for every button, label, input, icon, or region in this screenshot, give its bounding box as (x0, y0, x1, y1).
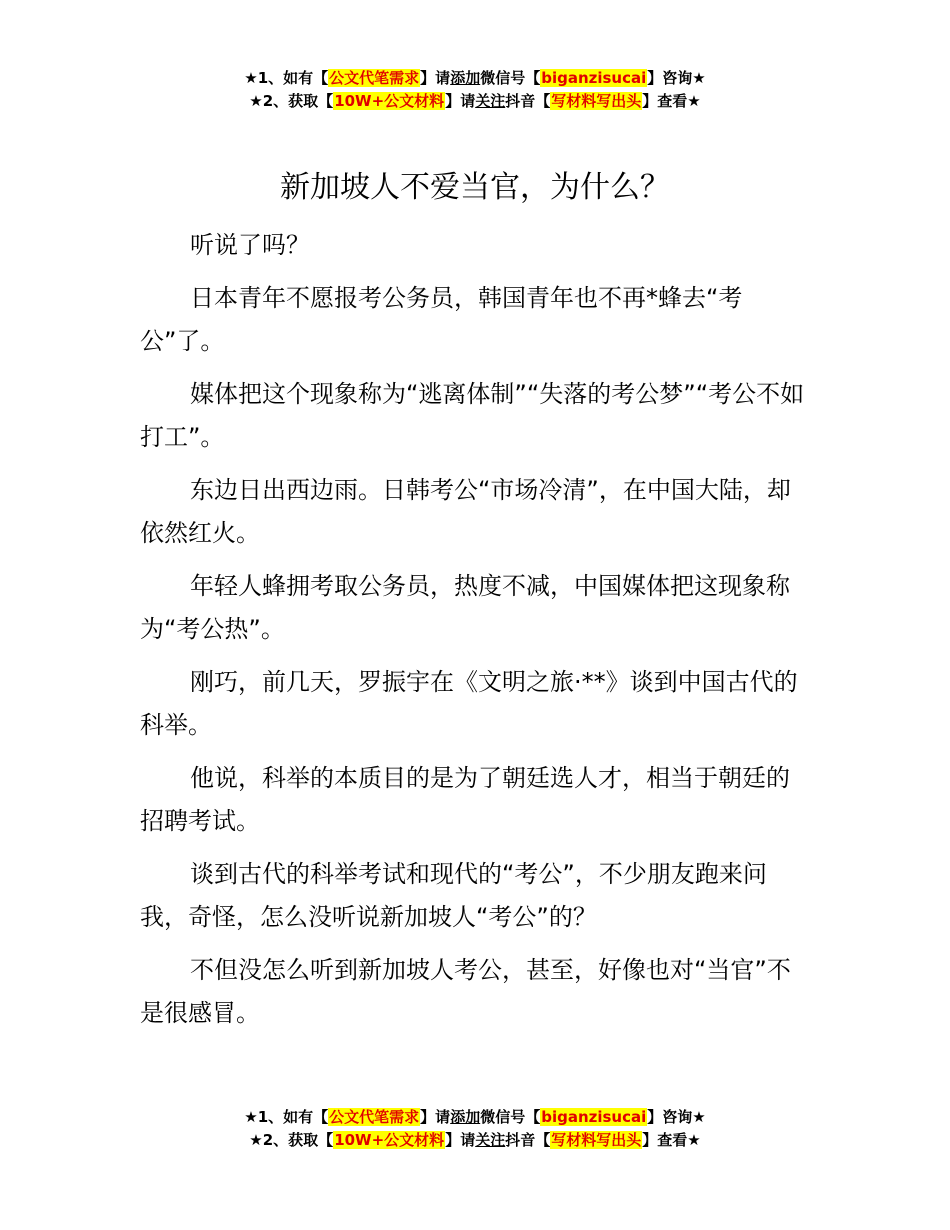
paragraph: 日本青年不愿报考公务员，韩国青年也不再*蜂去“考公”了。 (140, 284, 743, 355)
header-line-1-underline: 添加 (450, 69, 481, 87)
document-body (140, 224, 812, 1045)
header-line-2-pre: ★2、获取【 (249, 92, 334, 110)
header-banner (0, 67, 950, 113)
header-line-1-mid-1: 】请 (420, 69, 451, 87)
footer-line-2-pre: ★2、获取【 (249, 1131, 334, 1149)
footer-line-2 (0, 1129, 950, 1152)
paragraph: 刚巧，前几天，罗振宇在《文明之旅·**》谈到中国古代的科举。 (140, 668, 798, 739)
header-line-2-mid-2: 抖音【 (505, 92, 551, 110)
paragraph: 他说，科举的本质目的是为了朝廷选人才，相当于朝廷的招聘考试。 (140, 764, 790, 835)
footer-line-2-mid-2: 抖音【 (505, 1131, 551, 1149)
header-line-2 (0, 90, 950, 113)
header-line-1-post: 】咨询★ (647, 69, 706, 87)
header-line-2-post: 】查看★ (642, 92, 701, 110)
paragraph: 媒体把这个现象称为“逃离体制”“失落的考公梦”“考公不如打工”。 (140, 380, 805, 451)
header-line-1-highlight-2: biganzisucai (541, 69, 647, 87)
footer-line-2-underline: 关注 (475, 1131, 506, 1149)
header-line-2-mid-1: 】请 (445, 92, 476, 110)
paragraph: 听说了吗？ (190, 231, 310, 259)
footer-line-1-highlight-1: 公文代笔需求 (329, 1108, 420, 1126)
footer-line-1-highlight-2: biganzisucai (541, 1108, 647, 1126)
footer-line-1-mid-2: 微信号【 (480, 1108, 541, 1126)
paragraph: 东边日出西边雨。日韩考公“市场冷清”，在中国大陆，却依然红火。 (140, 476, 791, 547)
paragraph: 年轻人蜂拥考取公务员，热度不减，中国媒体把这现象称为“考公热”。 (140, 572, 790, 643)
document-title: 新加坡人不爱当官，为什么？ (280, 170, 670, 205)
footer-line-1-post: 】咨询★ (647, 1108, 706, 1126)
header-line-1-pre: ★1、如有【 (244, 69, 329, 87)
paragraph: 谈到古代的科举考试和现代的“考公”，不少朋友跑来问我，奇怪，怎么没听说新加坡人“考公”的？ (140, 860, 767, 931)
header-line-1-mid-2: 微信号【 (480, 69, 541, 87)
header-line-2-underline: 关注 (475, 92, 506, 110)
footer-line-2-post: 】查看★ (642, 1131, 701, 1149)
footer-banner (0, 1106, 950, 1152)
footer-line-2-mid-1: 】请 (445, 1131, 476, 1149)
header-line-1-highlight-1: 公文代笔需求 (329, 69, 420, 87)
paragraph: 不但没怎么听到新加坡人考公，甚至，好像也对“当官”不是很感冒。 (140, 956, 791, 1027)
footer-line-1-mid-1: 】请 (420, 1108, 451, 1126)
header-line-1 (0, 67, 950, 90)
header-line-2-highlight-2: 写材料写出头 (551, 92, 642, 110)
header-line-2-highlight-1: 10W+公文材料 (334, 92, 445, 110)
footer-line-2-highlight-2: 写材料写出头 (551, 1131, 642, 1149)
footer-line-1-pre: ★1、如有【 (244, 1108, 329, 1126)
footer-line-1-underline: 添加 (450, 1108, 481, 1126)
footer-line-1 (0, 1106, 950, 1129)
footer-line-2-highlight-1: 10W+公文材料 (334, 1131, 445, 1149)
